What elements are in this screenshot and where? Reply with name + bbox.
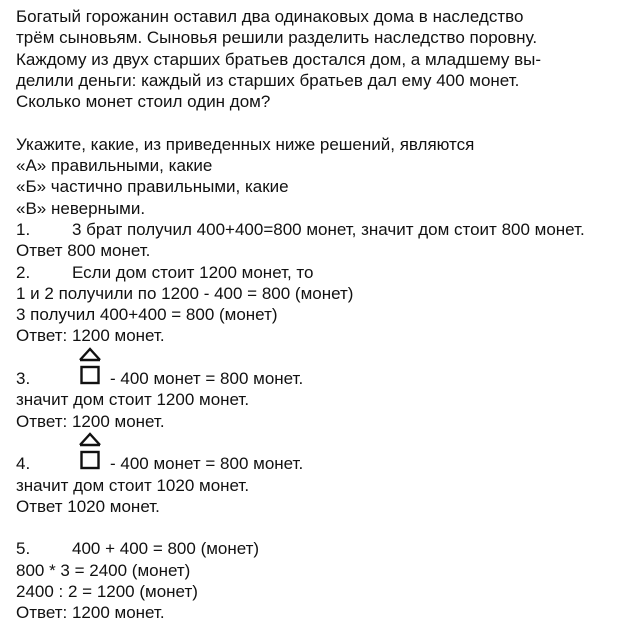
solution-text: Если дом стоит 1200 монет, то	[72, 262, 314, 282]
solution-5-line-3: 2400 : 2 = 1200 (монет)	[16, 582, 198, 602]
task-line-2: «А» правильными, какие	[16, 156, 213, 176]
solution-number: 4.	[16, 454, 31, 474]
solution-text: - 400 монет = 800 монет.	[110, 369, 304, 389]
solution-5-line-2: 800 * 3 = 2400 (монет)	[16, 560, 191, 580]
problem-line-2: трём сыновьям. Сыновья решили разделить наследство поровну.	[16, 28, 538, 48]
solution-4-answer: Ответ 1020 монет.	[16, 496, 160, 516]
solution-text: - 400 монет = 800 монет.	[110, 454, 304, 474]
document	[16, 6, 620, 624]
task-line-3: «Б» частично правильными, какие	[16, 177, 289, 197]
solution-number: 2.	[16, 262, 31, 282]
problem-line-1: Богатый горожанин оставил два одинаковых дома в наследство	[16, 7, 524, 26]
spacer	[16, 112, 620, 133]
solution-text: 400 + 400 = 800 (монет)	[72, 539, 260, 559]
solution-5-line-1	[16, 538, 620, 559]
problem-line-5: Сколько монет стоил один дом?	[16, 92, 271, 112]
solution-number: 3.	[16, 369, 31, 389]
solution-1-line-1	[16, 219, 620, 240]
solution-3-answer: Ответ: 1200 монет.	[16, 411, 165, 431]
solution-text: 3 брат получил 400+400=800 монет, значит дом стоит 800 монет.	[72, 219, 585, 239]
solution-number: 5.	[16, 539, 31, 559]
task-line-4: «В» неверными.	[16, 198, 146, 218]
solution-3-line-2: значит дом стоит 1200 монет.	[16, 390, 250, 410]
house-icon	[78, 346, 102, 390]
solution-2-line-2: 1 и 2 получили по 1200 - 400 = 800 (монет)	[16, 283, 354, 303]
task-line-1: Укажите, какие, из приведенных ниже решений, являются	[16, 134, 475, 154]
solution-2-line-3: 3 получил 400+400 = 800 (монет)	[16, 305, 278, 325]
spacer	[16, 432, 620, 453]
solution-1-answer: Ответ 800 монет.	[16, 241, 151, 261]
solution-4-line-2: значит дом стоит 1020 монет.	[16, 475, 250, 495]
spacer	[16, 347, 620, 368]
spacer	[16, 517, 620, 538]
problem-line-3: Каждому из двух старших братьев достался дом, а младшему вы-	[16, 49, 542, 69]
problem-line-4: делили деньги: каждый из старших братьев дал ему 400 монет.	[16, 70, 520, 90]
solution-4-line-1	[16, 453, 620, 474]
solution-2-answer: Ответ: 1200 монет.	[16, 326, 165, 346]
solution-5-answer: Ответ: 1200 монет.	[16, 603, 165, 623]
house-icon	[78, 431, 102, 475]
solution-number: 1.	[16, 219, 31, 239]
solution-3-line-1	[16, 368, 620, 389]
solution-2-line-1	[16, 262, 620, 283]
